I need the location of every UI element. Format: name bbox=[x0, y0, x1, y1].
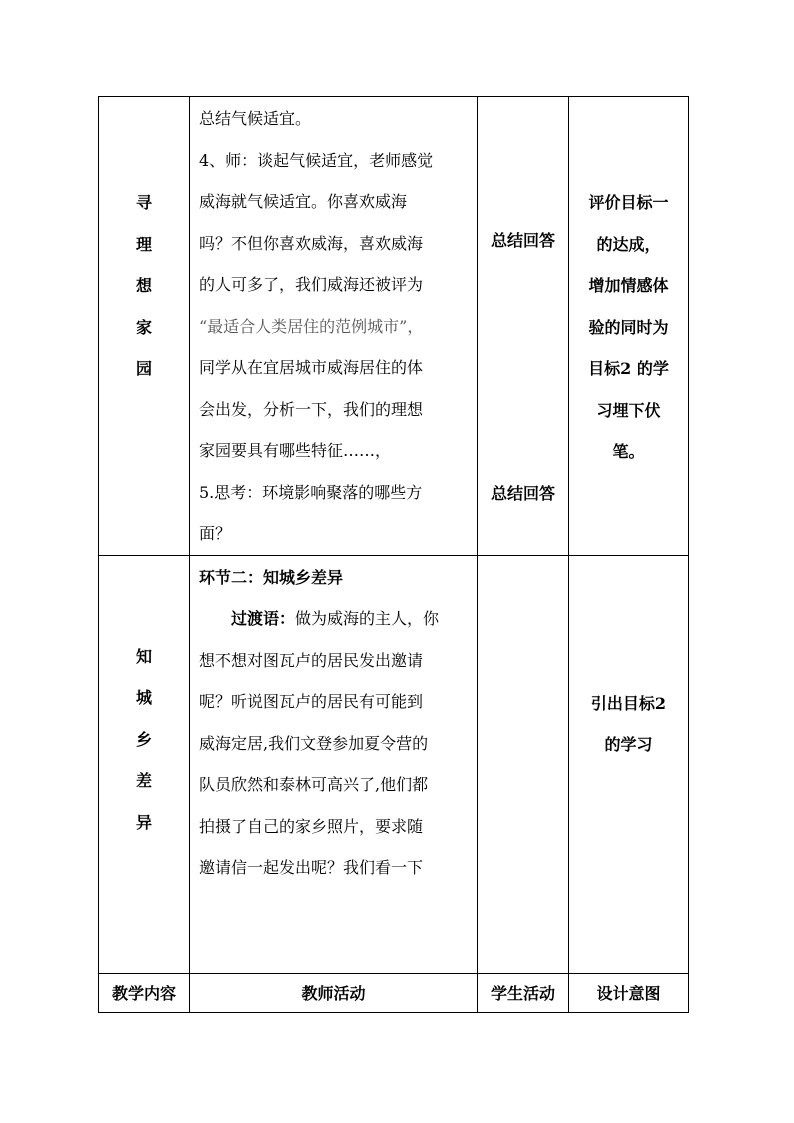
text-line: “最适合人类居住的范例城市”， bbox=[199, 316, 424, 336]
header-design: 设计意图 bbox=[569, 973, 689, 1012]
transition-label: 过渡语： bbox=[231, 609, 296, 628]
content-cell bbox=[99, 555, 190, 973]
header-row bbox=[99, 973, 689, 1012]
content-cell bbox=[99, 97, 190, 556]
text-line: 威海就气候适宜。你喜欢威海 bbox=[199, 192, 408, 211]
section-heading: 环节二：知城乡差异 bbox=[199, 567, 344, 587]
header-teacher: 教师活动 bbox=[190, 973, 478, 1012]
text-line: 拍摄了自己的家乡照片，要求随 bbox=[199, 816, 424, 836]
lesson-plan-table bbox=[98, 96, 689, 1013]
student-activity-cell bbox=[478, 97, 569, 556]
text-line: 呢？听说图瓦卢的居民有可能到 bbox=[199, 692, 424, 711]
table-row bbox=[99, 555, 689, 973]
text-line: 想不想对图瓦卢的居民发出邀请 bbox=[199, 650, 424, 670]
header-content: 教学内容 bbox=[99, 973, 190, 1012]
text-line: 笔。 bbox=[612, 442, 645, 461]
text-line: 习埋下伏 bbox=[596, 400, 661, 420]
text-line: 邀请信一起发出呢？我们看一下 bbox=[199, 858, 424, 877]
text-line: 队员欣然和泰林可高兴了,他们都 bbox=[199, 775, 429, 794]
design-intent-cell bbox=[569, 555, 689, 973]
text-line: 家园要具有哪些特征……， bbox=[199, 441, 392, 460]
section-title: 知 城 乡 差 异 bbox=[135, 646, 152, 832]
text-line: 威海定居,我们文登参加夏令营的 bbox=[199, 733, 429, 753]
text-line: 面？ bbox=[199, 524, 232, 543]
text-line: 引出目标2 bbox=[590, 693, 667, 713]
text-line: 5.思考：环境影响聚落的哪些方 bbox=[199, 482, 423, 502]
student-activity-1: 总结回答 bbox=[490, 231, 555, 250]
text-line: 目标2 的学 bbox=[588, 359, 669, 378]
student-activity-cell bbox=[478, 555, 569, 973]
teacher-activity-cell bbox=[190, 555, 478, 973]
text-line: 验的同时为 bbox=[588, 317, 669, 337]
student-activity-2: 总结回答 bbox=[490, 484, 555, 503]
text-line: 会出发，分析一下，我们的理想 bbox=[199, 399, 424, 419]
header-student: 学生活动 bbox=[478, 973, 569, 1012]
text-line: 吗？不但你喜欢威海，喜欢威海 bbox=[199, 233, 424, 253]
table-row bbox=[99, 97, 689, 556]
design-intent-cell bbox=[569, 97, 689, 556]
text-line: 的达成， bbox=[596, 234, 661, 254]
text-line: 过渡语：做为威海的主人，你 bbox=[231, 609, 440, 628]
text-line: 总结气候适宜。 bbox=[199, 109, 312, 128]
text-line: 的学习 bbox=[604, 735, 653, 754]
text-line: 增加情感体 bbox=[588, 276, 669, 295]
text-line: 评价目标一 bbox=[588, 193, 669, 212]
section-title: 寻 理 想 家 园 bbox=[135, 193, 152, 378]
teacher-activity-cell bbox=[190, 97, 478, 556]
text-line: 同学从在宜居城市威海居住的体 bbox=[199, 358, 424, 377]
text-line: 的人可多了，我们威海还被评为 bbox=[199, 275, 424, 294]
text-line: 4、师：谈起气候适宜，老师感觉 bbox=[199, 150, 434, 170]
